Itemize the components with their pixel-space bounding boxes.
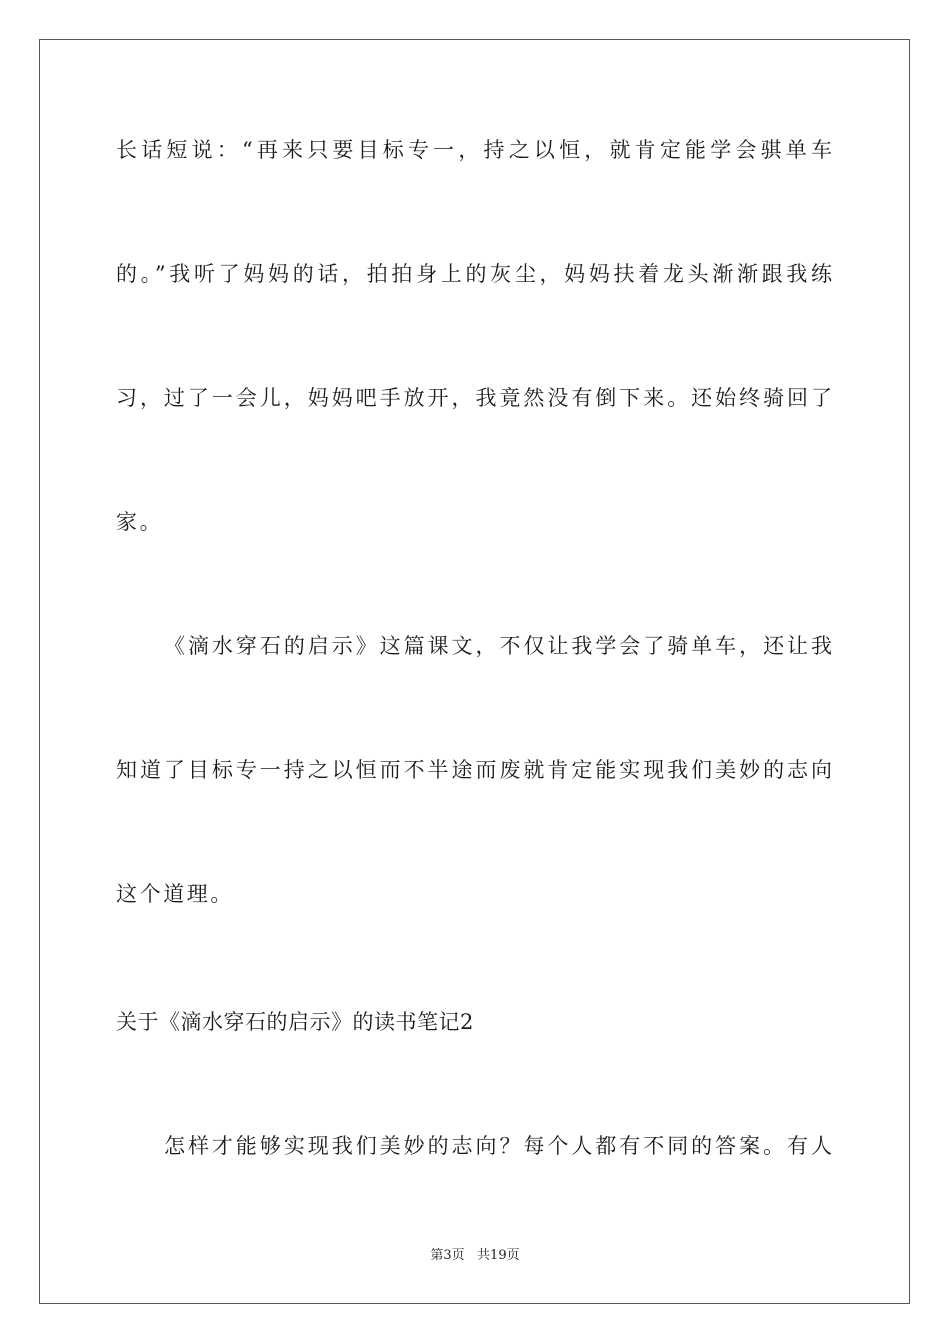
body-line-2: 的。”我听了妈妈的话，拍拍身上的灰尘，妈妈扶着龙头渐渐跟我练	[116, 262, 832, 286]
body-line-3: 习，过了一会儿，妈妈吧手放开，我竟然没有倒下来。还始终骑回了	[116, 386, 832, 410]
body-line-6: 知道了目标专一持之以恒而不半途而废就肯定能实现我们美妙的志向	[116, 758, 832, 782]
body-line-5: 《滴水穿石的启示》这篇课文，不仅让我学会了骑单车，还让我	[164, 634, 832, 658]
page-number-footer: 第3页 共19页	[430, 1248, 520, 1263]
section-heading: 关于《滴水穿石的启示》的读书笔记2	[116, 1010, 474, 1034]
page-border	[39, 39, 910, 1304]
body-line-4: 家。	[116, 510, 164, 534]
body-line-7: 这个道理。	[116, 882, 234, 906]
body-line-1: 长话短说：“再来只要目标专一，持之以恒，就肯定能学会骐单车	[116, 138, 832, 162]
body-line-8: 怎样才能够实现我们美妙的志向？每个人都有不同的答案。有人	[164, 1134, 832, 1158]
